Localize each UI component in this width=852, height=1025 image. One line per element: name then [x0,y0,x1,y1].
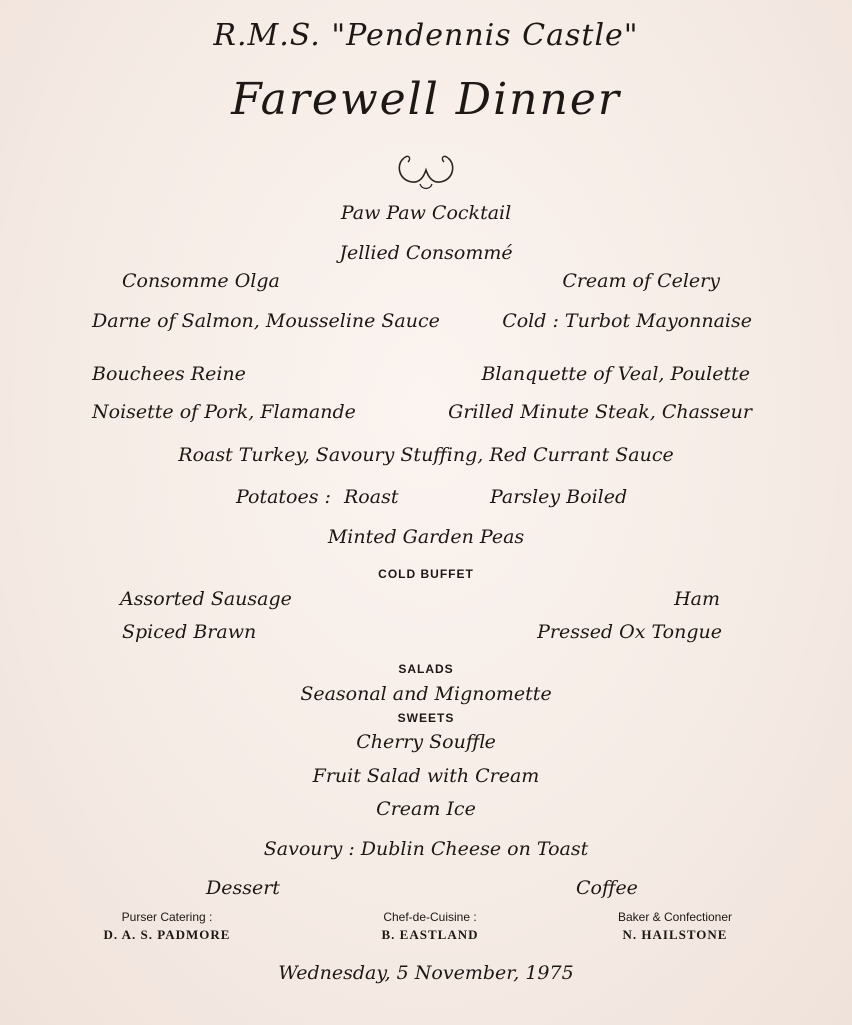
dessert: Dessert [206,877,280,899]
savoury: Savoury : Dublin Cheese on Toast [263,838,589,860]
potatoes-label: Potatoes : [236,486,331,508]
credit-name: N. HAILSTONE [622,927,728,942]
soup-left: Consomme Olga [122,270,280,292]
buffet-sausage: Assorted Sausage [120,588,292,610]
soup-right: Cream of Celery [562,270,720,292]
credit-name: B. EASTLAND [381,927,479,942]
credit-role: Baker & Confectioner [617,910,733,924]
sweet-souffle: Cherry Souffle [356,731,496,753]
starter-consomme: Jellied Consommé [339,242,513,264]
credit-role: Chef-de-Cuisine : [383,910,477,924]
entree2-right: Grilled Minute Steak, Chasseur [448,401,752,423]
credit-role: Purser Catering : [121,910,213,924]
potatoes-boiled: Parsley Boiled [490,486,628,508]
salads-heading: SALADS [398,662,454,676]
fish-right: Cold : Turbot Mayonnaise [502,310,752,332]
coffee: Coffee [576,877,638,899]
roast-course: Roast Turkey, Savoury Stuffing, Red Currant Sauce [178,444,674,466]
potatoes-roast: Roast [344,486,399,508]
menu-title: Farewell Dinner [231,74,621,125]
buffet-brawn: Spiced Brawn [122,621,257,643]
sweet-fruit-salad: Fruit Salad with Cream [312,765,540,787]
buffet-tongue: Pressed Ox Tongue [537,621,722,643]
ship-name: R.M.S. "Pendennis Castle" [213,18,639,53]
credit-name: D. A. S. PADMORE [103,927,231,942]
sweet-cream-ice: Cream Ice [376,798,476,820]
salads: Seasonal and Mignomette [300,683,552,705]
credit-baker [600,910,750,943]
vegetable: Minted Garden Peas [327,526,525,548]
credit-purser [92,910,242,943]
menu-date: Wednesday, 5 November, 1975 [278,962,574,984]
entree1-right: Blanquette of Veal, Poulette [481,363,750,385]
sweets-heading: SWEETS [397,711,455,725]
buffet-ham: Ham [674,588,720,610]
fish-left: Darne of Salmon, Mousseline Sauce [92,310,440,332]
starter-cocktail: Paw Paw Cocktail [340,202,512,224]
credit-chef [355,910,505,943]
entree2-left: Noisette of Pork, Flamande [92,401,356,423]
cold-buffet-heading: COLD BUFFET [378,567,474,581]
ornament-flourish-icon [394,150,458,192]
entree1-left: Bouchees Reine [92,363,246,385]
